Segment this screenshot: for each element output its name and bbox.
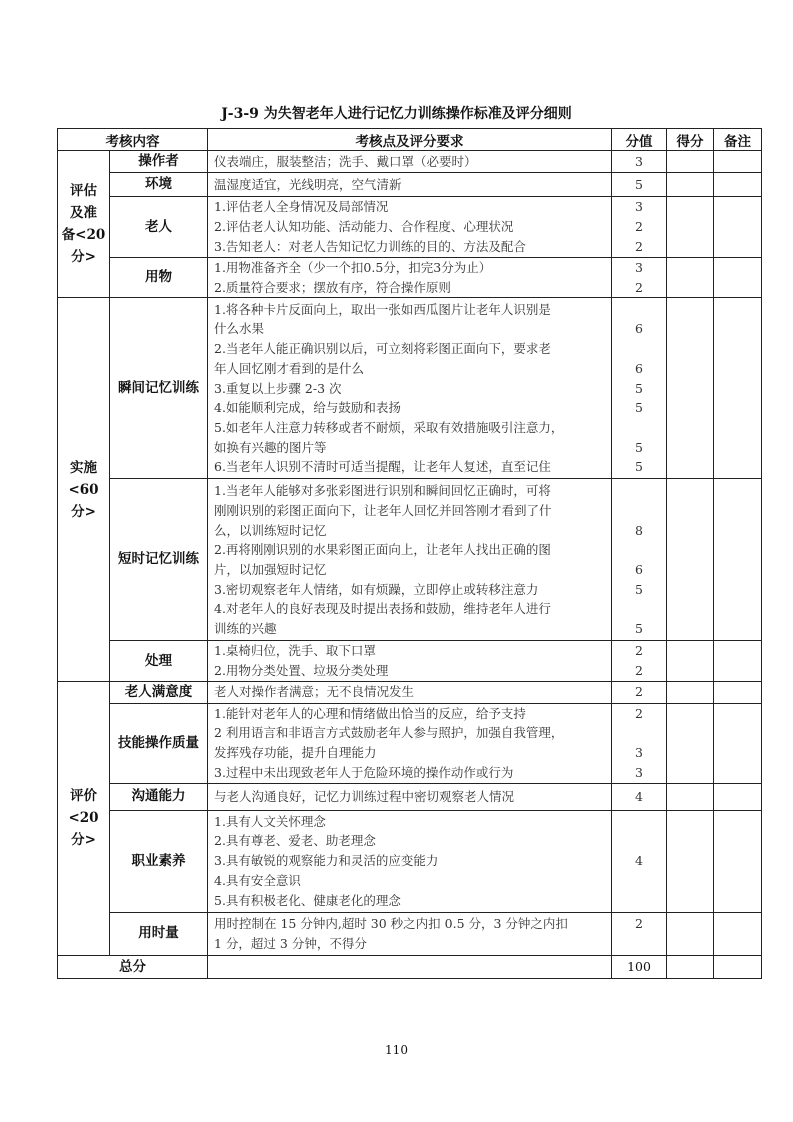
- requirement-line: 4.对老年人的良好表现及时提出表扬和鼓励，维持老年人进行: [214, 601, 551, 617]
- item-name: 沟通能力: [110, 783, 208, 810]
- obtained-score-cell[interactable]: [667, 641, 714, 681]
- item-scores: [612, 703, 667, 783]
- table-row: [58, 810, 762, 912]
- remark-cell[interactable]: [714, 197, 762, 258]
- score-lines: [612, 812, 666, 910]
- item-name: 用物: [110, 258, 208, 298]
- score-lines: [612, 152, 666, 172]
- requirement-line: 3.过程中未出现致老年人于危险环境的操作动作或行为: [214, 764, 514, 780]
- section-label-line: <20: [68, 810, 99, 827]
- score-value: 2: [635, 915, 643, 931]
- page-title: J-3-9 为失智老年人进行记忆力训练操作标准及评分细则: [221, 106, 572, 122]
- requirement-line: 2 利用语言和非语言方式鼓励老年人参与照护，加强自我管理，: [214, 725, 564, 741]
- requirement-lines: [208, 914, 611, 953]
- requirement-line: 2.当老年人能正确识别以后，可立刻将彩图正面向下，要求老: [214, 341, 551, 357]
- score-value: 2: [635, 705, 643, 721]
- section-label: [58, 298, 110, 681]
- requirement-line: 6.当老年人识别不清时可适当提醒，让老年人复述，直至记住: [214, 459, 551, 475]
- remark-cell[interactable]: [714, 479, 762, 641]
- item-scores: [612, 197, 667, 258]
- table-row: [58, 681, 762, 703]
- section-label-line: 分>: [71, 832, 96, 849]
- total-score: 100: [612, 955, 667, 978]
- item-requirements: [208, 703, 612, 783]
- requirement-line: 4.如能顺利完成，给与鼓励和表扬: [214, 400, 401, 416]
- item-requirements: [208, 151, 612, 173]
- requirement-line: 2.质量符合要求；摆放有序，符合操作原则: [214, 279, 451, 295]
- score-value: 2: [635, 643, 643, 659]
- item-name: 环境: [110, 173, 208, 197]
- table-header-row: [58, 129, 762, 151]
- requirement-line: 1.用物准备齐全（少一个扣0.5分，扣完3分为止）: [214, 260, 492, 275]
- score-lines: [612, 641, 666, 680]
- table-row: [58, 151, 762, 173]
- item-requirements: [208, 479, 612, 641]
- table-row: [58, 783, 762, 810]
- section-label: [58, 681, 110, 955]
- obtained-score-cell[interactable]: [667, 258, 714, 298]
- item-scores: [612, 641, 667, 681]
- item-name: 瞬间记忆训练: [110, 298, 208, 479]
- remark-cell[interactable]: [714, 783, 762, 810]
- section-label-line: 分>: [71, 503, 96, 520]
- item-name: 职业素养: [110, 810, 208, 912]
- obtained-score-cell[interactable]: [667, 151, 714, 173]
- total-label: 总分: [58, 955, 208, 978]
- score-value: 5: [635, 380, 643, 396]
- requirement-lines: [208, 197, 611, 256]
- section-label-line: <60: [68, 481, 99, 498]
- requirement-lines: [208, 682, 611, 702]
- requirement-lines: [208, 175, 611, 195]
- remark-cell[interactable]: [714, 258, 762, 298]
- remark-cell[interactable]: [714, 298, 762, 479]
- obtained-score-cell[interactable]: [667, 810, 714, 912]
- requirement-lines: [208, 787, 611, 807]
- score-value: 2: [635, 238, 643, 254]
- requirement-line: 3.告知老人：对老人告知记忆力训练的目的、方法及配合: [214, 238, 526, 254]
- score-value: 4: [635, 853, 643, 869]
- table-row: [58, 703, 762, 783]
- item-name: 处理: [110, 641, 208, 681]
- score-value: 6: [635, 360, 643, 376]
- obtained-score-cell[interactable]: [667, 681, 714, 703]
- requirement-line: 3.密切观察老年人情绪，如有烦躁，立即停止或转移注意力: [214, 581, 539, 597]
- requirement-line: 老人对操作者满意；无不良情况发生: [214, 684, 415, 700]
- score-value: 2: [635, 219, 643, 235]
- score-value: [618, 540, 660, 560]
- score-value: [618, 300, 660, 320]
- remark-cell[interactable]: [714, 173, 762, 197]
- requirement-line: 刚刚识别的彩图正面向下，让老年人回忆并回答刚才看到了什: [214, 502, 552, 518]
- obtained-score-cell[interactable]: [667, 173, 714, 197]
- requirement-lines: [208, 481, 611, 639]
- section-label-line: 分>: [71, 249, 96, 266]
- requirement-line: 1.评估老人全身情况及局部情况: [214, 199, 389, 215]
- requirement-line: 片，以加强短时记忆: [214, 561, 327, 577]
- item-name: 用时量: [110, 912, 208, 955]
- item-name: 技能操作质量: [110, 703, 208, 783]
- requirement-line: 3.具有敏锐的观察能力和灵活的应变能力: [214, 853, 439, 869]
- item-name: 短时记忆训练: [110, 479, 208, 641]
- requirement-line: 5.如老年人注意力转移或者不耐烦，采取有效措施吸引注意力，: [214, 419, 564, 435]
- score-value: [618, 501, 660, 521]
- requirement-line: 年人回忆刚才看到的是什么: [214, 360, 365, 376]
- remark-cell[interactable]: [714, 641, 762, 681]
- requirement-lines: [208, 641, 611, 680]
- score-value: 3: [635, 745, 643, 761]
- header-points: 考核点及评分要求: [208, 129, 612, 151]
- item-scores: [612, 151, 667, 173]
- section-label-line: 实施: [70, 459, 97, 476]
- requirement-line: 5.具有积极老化、健康老化的理念: [214, 892, 401, 908]
- requirement-line: 用时控制在 15 分钟内,超时 30 秒之内扣 0.5 分，3 分钟之内扣: [214, 915, 568, 931]
- total-empty-cell: [208, 955, 612, 978]
- table-row: [58, 197, 762, 258]
- item-scores: [612, 783, 667, 810]
- requirement-lines: [208, 152, 611, 172]
- requirement-line: 么，以训练短时记忆: [214, 522, 327, 538]
- obtained-score-cell[interactable]: [667, 197, 714, 258]
- score-value: 5: [635, 620, 643, 636]
- total-remark-cell[interactable]: [714, 955, 762, 978]
- item-scores: [612, 298, 667, 479]
- item-scores: [612, 681, 667, 703]
- score-value: [618, 723, 660, 743]
- requirement-line: 4.具有安全意识: [214, 872, 301, 888]
- score-value: 5: [635, 439, 643, 455]
- score-value: 3: [635, 260, 643, 275]
- remark-cell[interactable]: [714, 810, 762, 912]
- requirement-lines: [208, 300, 611, 477]
- item-scores: [612, 810, 667, 912]
- table-row: [58, 173, 762, 197]
- table-row: [58, 641, 762, 681]
- score-lines: [612, 914, 666, 953]
- requirement-line: 2.用物分类处置、垃圾分类处理: [214, 663, 389, 679]
- obtained-score-cell[interactable]: [667, 298, 714, 479]
- requirement-line: 1.具有人文关怀理念: [214, 813, 326, 829]
- score-value: [618, 831, 660, 851]
- requirement-lines: [208, 812, 611, 910]
- remark-cell[interactable]: [714, 703, 762, 783]
- header-note: 备注: [714, 129, 762, 151]
- item-scores: [612, 173, 667, 197]
- requirement-line: 训练的兴趣: [214, 620, 277, 636]
- table-row: [58, 258, 762, 298]
- table-row: [58, 479, 762, 641]
- obtained-score-cell[interactable]: [667, 912, 714, 955]
- remark-cell[interactable]: [714, 681, 762, 703]
- score-value: 3: [635, 153, 643, 169]
- score-lines: [612, 704, 666, 783]
- remark-cell[interactable]: [714, 912, 762, 955]
- item-requirements: [208, 173, 612, 197]
- requirement-line: 2.评估老人认知功能、活动能力、合作程度、心理状况: [214, 219, 514, 235]
- requirement-line: 温湿度适宜，光线明亮，空气清新: [214, 176, 402, 192]
- header-got: 得分: [667, 129, 714, 151]
- item-scores: [612, 912, 667, 955]
- section-label-line: 评价: [70, 788, 97, 805]
- score-value: 5: [635, 459, 643, 475]
- section-label-line: 备<20: [61, 227, 106, 244]
- score-value: [618, 481, 660, 501]
- requirement-line: 仪表端庄，服装整洁；洗手、戴口罩（必要时）: [214, 153, 477, 169]
- requirement-line: 2.再将刚刚识别的水果彩图正面向上，让老年人找出正确的图: [214, 542, 551, 558]
- item-requirements: [208, 298, 612, 479]
- score-value: 5: [635, 400, 643, 416]
- score-value: 6: [635, 321, 643, 337]
- score-value: 5: [635, 581, 643, 597]
- obtained-score-cell[interactable]: [667, 703, 714, 783]
- item-requirements: [208, 197, 612, 258]
- item-requirements: [208, 912, 612, 955]
- obtained-score-cell[interactable]: [667, 479, 714, 641]
- score-lines: [612, 300, 666, 477]
- total-obtained-cell[interactable]: [667, 955, 714, 978]
- score-value: 5: [635, 176, 643, 192]
- score-value: 4: [635, 788, 643, 804]
- scoring-table: [57, 128, 762, 979]
- table-row: [58, 912, 762, 955]
- header-content: 考核内容: [58, 129, 208, 151]
- score-lines: [612, 258, 666, 297]
- score-lines: [612, 682, 666, 702]
- score-lines: [612, 481, 666, 639]
- item-requirements: [208, 258, 612, 298]
- item-name: 操作者: [110, 151, 208, 173]
- requirement-lines: [208, 704, 611, 783]
- score-value: 6: [635, 561, 643, 577]
- item-requirements: [208, 810, 612, 912]
- score-value: [618, 418, 660, 438]
- score-value: [618, 871, 660, 891]
- requirement-line: 1 分，超过 3 分钟，不得分: [214, 935, 367, 951]
- score-value: 3: [635, 764, 643, 780]
- score-value: 2: [635, 663, 643, 679]
- obtained-score-cell[interactable]: [667, 783, 714, 810]
- section-label-line: 评估: [70, 183, 97, 200]
- requirement-line: 什么水果: [214, 321, 265, 337]
- section-label-line: 及准: [70, 205, 97, 222]
- score-value: 8: [635, 522, 643, 538]
- score-value: [618, 812, 660, 832]
- score-value: [618, 934, 660, 954]
- item-scores: [612, 258, 667, 298]
- item-name: 老人满意度: [110, 681, 208, 703]
- requirement-line: 1.桌椅归位，洗手、取下口罩: [214, 643, 376, 659]
- header-score: 分值: [612, 129, 667, 151]
- score-value: [618, 339, 660, 359]
- requirement-line: 发挥残存功能，提升自理能力: [214, 745, 377, 761]
- requirement-lines: [208, 258, 611, 297]
- requirement-line: 3.重复以上步骤 2-3 次: [214, 380, 342, 396]
- remark-cell[interactable]: [714, 151, 762, 173]
- item-requirements: [208, 783, 612, 810]
- score-value: [618, 891, 660, 911]
- requirement-line: 1.能针对老年人的心理和情绪做出恰当的反应，给予支持: [214, 705, 526, 721]
- requirement-line: 与老人沟通良好，记忆力训练过程中密切观察老人情况: [214, 788, 515, 804]
- score-value: 2: [635, 279, 643, 295]
- score-value: 2: [635, 684, 643, 700]
- item-requirements: [208, 681, 612, 703]
- score-value: [618, 599, 660, 619]
- requirement-line: 如换有兴趣的图片等: [214, 439, 327, 455]
- score-value: 3: [635, 199, 643, 215]
- score-lines: [612, 787, 666, 807]
- section-label: [58, 151, 110, 298]
- score-lines: [612, 197, 666, 256]
- item-requirements: [208, 641, 612, 681]
- requirement-line: 2.具有尊老、爱老、助老理念: [214, 833, 376, 849]
- page-number: 110: [385, 1043, 408, 1057]
- score-lines: [612, 175, 666, 195]
- item-name: 老人: [110, 197, 208, 258]
- total-row: [58, 955, 762, 978]
- requirement-line: 1.将各种卡片反面向上，取出一张如西瓜图片让老年人识别是: [214, 301, 551, 317]
- requirement-line: 1.当老年人能够对多张彩图进行识别和瞬间回忆正确时，可将: [214, 483, 551, 499]
- table-row: [58, 298, 762, 479]
- item-scores: [612, 479, 667, 641]
